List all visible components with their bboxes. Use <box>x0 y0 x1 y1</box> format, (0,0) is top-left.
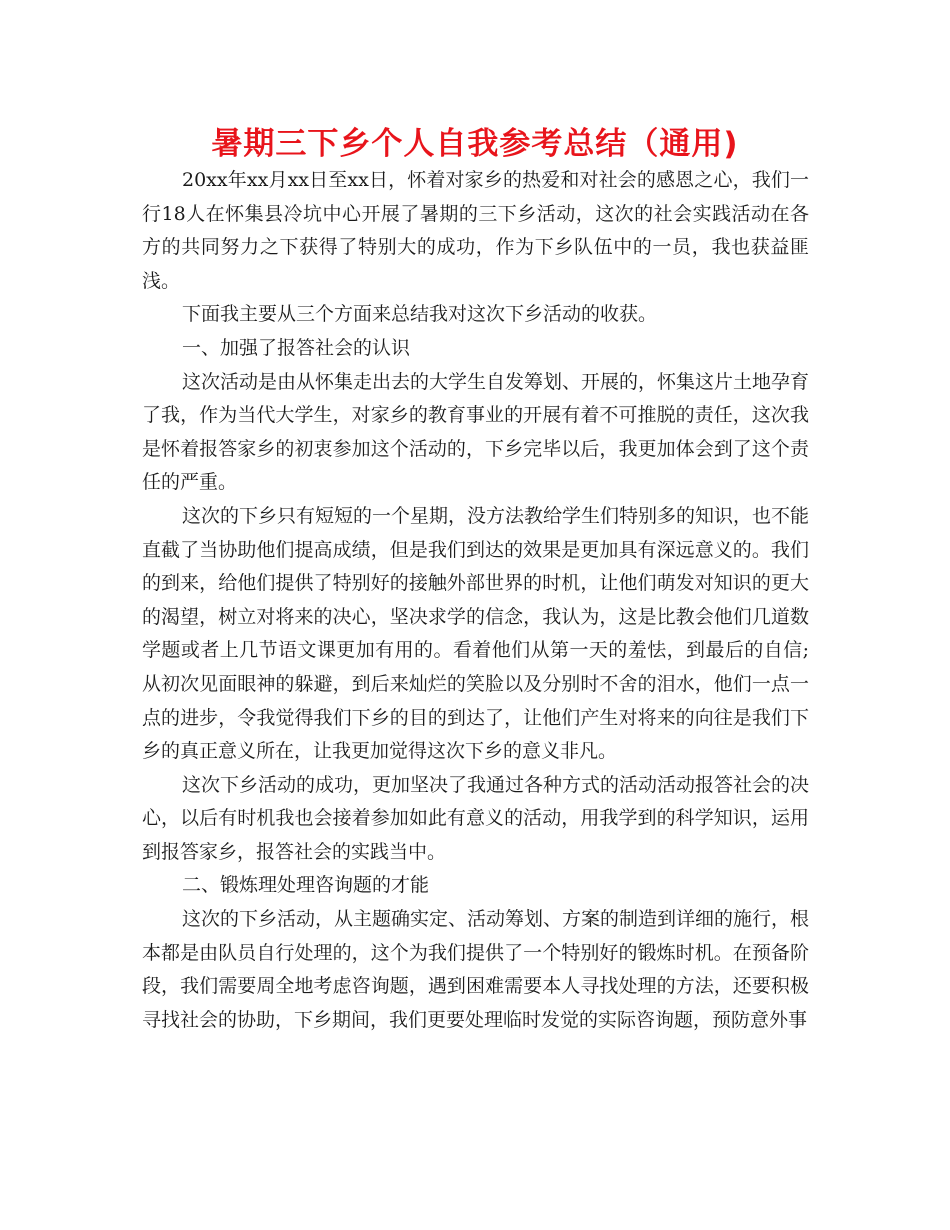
document-body <box>142 164 809 1037</box>
paragraph-overview: 下面我主要从三个方面来总结我对这次下乡活动的收获。 <box>182 303 658 326</box>
section-heading-1: 一、加强了报答社会的认识 <box>182 336 411 359</box>
page-title: 暑期三下乡个人自我参考总结（通用) <box>211 126 739 162</box>
paragraph-section1-a: 这次活动是由从怀集走出去的大学生自发筹划、开展的，怀集这片土地孕育了我，作为当代大学生，对家乡的教育事业的开展有着不可推脱的责任，这次我是怀着报答家乡的初衷参加这个活动的，下乡完毕以后，我更加体会到了这个责任的严重。 <box>142 370 810 494</box>
paragraph-intro: 20xx年xx月xx日至xx日，怀着对家乡的热爱和对社会的感恩之心，我们一行18人在怀集县冷坑中心开展了暑期的三下乡活动，这次的社会实践活动在各方的共同努力之下获得了特别大的成功，作为下乡队伍中的一员，我也获益匪浅。 <box>142 169 809 292</box>
paragraph-section1-c: 这次下乡活动的成功，更加坚决了我通过各种方式的活动活动报答社会的决心，以后有时机我也会接着参加如此有意义的活动，用我学到的科学知识，运用到报答家乡，报答社会的实践当中。 <box>142 773 810 863</box>
paragraph-section1-b: 这次的下乡只有短短的一个星期，没方法教给学生们特别多的知识，也不能直截了当协助他们提高成绩，但是我们到达的效果是更加具有深远意义的。我们的到来，给他们提供了特别好的接触外部世界的时机，让他们萌发对知识的更大的渴望，树立对将来的决心，坚决求学的信念，我认为，这是比教会他们几道数学题或者上几节语文课更加有用的。看着他们从第一天的羞怯，到最后的自信;从初次见面眼神的躲避，到后来灿烂的笑脸以及分别时不舍的泪水，他们一点一点的进步，令我觉得我们下乡的目的到达了，让他们产生对将来的向往是我们下乡的真正意义所在，让我更加觉得这次下乡的意义非凡。 <box>142 504 810 763</box>
paragraph-section2-a: 这次的下乡活动，从主题确实定、活动筹划、方案的制造到详细的施行，根本都是由队员自行处理的，这个为我们提供了一个特别好的锻炼时机。在预备阶段，我们需要周全地考虑咨询题，遇到困难需要本人寻找处理的方法，还要积极寻找社会的协助，下乡期间，我们更要处理临时发觉的实际咨询题，预防意外事 <box>142 908 810 1031</box>
section-heading-2: 二、锻炼理处理咨询题的才能 <box>182 874 430 897</box>
